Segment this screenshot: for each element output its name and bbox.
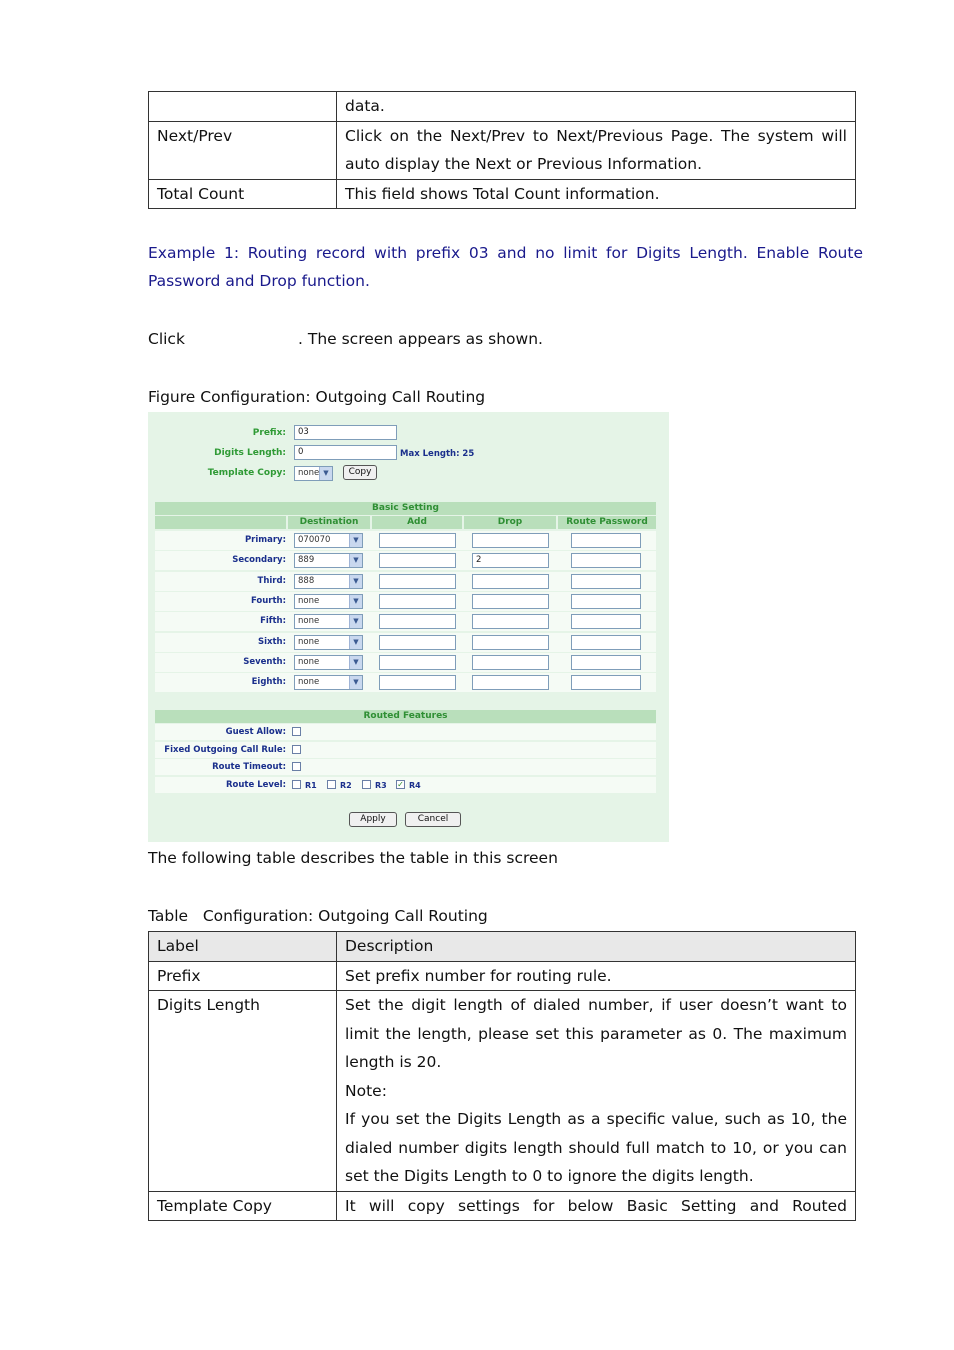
feature-checkbox[interactable] bbox=[292, 745, 301, 754]
table-row bbox=[155, 673, 656, 692]
feature-label: Guest Allow: bbox=[225, 727, 286, 737]
route-level-label-r1: R1 bbox=[305, 781, 317, 790]
template-copy-label: Template Copy: bbox=[207, 468, 286, 478]
table-row bbox=[149, 179, 856, 209]
add-input[interactable] bbox=[379, 635, 456, 650]
destination-select[interactable] bbox=[294, 574, 363, 589]
column-header-drop: Drop bbox=[464, 516, 556, 529]
destination-value: 888 bbox=[298, 575, 315, 586]
click-instruction-start: Click bbox=[148, 330, 185, 348]
destination-select[interactable] bbox=[294, 553, 363, 568]
table-cell-description: data. bbox=[337, 92, 856, 122]
following-paragraph: The following table describes the table in this screen bbox=[148, 849, 558, 867]
destination-select[interactable] bbox=[294, 655, 363, 670]
table-row bbox=[155, 551, 656, 570]
route-password-input[interactable] bbox=[571, 574, 641, 589]
route-password-input[interactable] bbox=[571, 533, 641, 548]
table-row bbox=[149, 961, 856, 991]
chevron-down-icon: ▼ bbox=[349, 575, 362, 588]
copy-button[interactable]: Copy bbox=[343, 465, 377, 480]
digits-length-input[interactable]: 0 bbox=[294, 445, 397, 460]
chevron-down-icon: ▼ bbox=[349, 595, 362, 608]
route-password-input[interactable] bbox=[571, 594, 641, 609]
drop-input[interactable] bbox=[472, 655, 549, 670]
chevron-down-icon: ▼ bbox=[349, 676, 362, 689]
description-line: Set prefix number for routing rule. bbox=[345, 966, 612, 985]
table-row bbox=[155, 653, 656, 672]
route-level-label-r2: R2 bbox=[340, 781, 352, 790]
drop-input[interactable] bbox=[472, 675, 549, 690]
destination-value: none bbox=[298, 677, 320, 688]
route-level-checkbox-r3[interactable] bbox=[362, 780, 371, 789]
route-level-label-r3: R3 bbox=[375, 781, 387, 790]
table-caption: Table Configuration: Outgoing Call Routing bbox=[148, 907, 488, 925]
table-cell-label: Prefix bbox=[149, 961, 337, 991]
column-header-route-password: Route Password bbox=[558, 516, 656, 529]
destination-select[interactable] bbox=[294, 533, 363, 548]
table-cell-description: This field shows Total Count information. bbox=[337, 179, 856, 209]
table-header-label: Label bbox=[149, 932, 337, 962]
route-level-checkbox-r1[interactable] bbox=[292, 780, 301, 789]
add-input[interactable] bbox=[379, 655, 456, 670]
table-row bbox=[155, 612, 656, 631]
add-input[interactable] bbox=[379, 594, 456, 609]
table-cell-label bbox=[149, 92, 337, 122]
description-line: Set the digit length of dialed number, if user doesn’t want to limit the length, please set this parameter as 0. The maximum length is 20. bbox=[345, 996, 847, 1071]
column-header-add: Add bbox=[372, 516, 462, 529]
chevron-down-icon: ▼ bbox=[349, 656, 362, 669]
table-cell-label: Template Copy bbox=[149, 1191, 337, 1221]
table-row bbox=[155, 633, 656, 652]
template-copy-select[interactable] bbox=[294, 466, 333, 481]
table-row bbox=[149, 991, 856, 1192]
drop-input[interactable] bbox=[472, 594, 549, 609]
route-password-input[interactable] bbox=[571, 655, 641, 670]
feature-row bbox=[155, 724, 656, 740]
feature-row bbox=[155, 742, 656, 758]
prefix-input[interactable]: 03 bbox=[294, 425, 397, 440]
route-password-input[interactable] bbox=[571, 614, 641, 629]
row-label: Fourth: bbox=[250, 595, 286, 606]
destination-value: 070070 bbox=[298, 535, 331, 545]
table-row bbox=[155, 531, 656, 550]
chevron-down-icon: ▼ bbox=[349, 615, 362, 628]
row-label: Secondary: bbox=[232, 555, 286, 566]
table-row bbox=[149, 121, 856, 179]
drop-input[interactable] bbox=[472, 533, 549, 548]
description-line: It will copy settings for below Basic Setting and Routed bbox=[345, 1196, 847, 1215]
drop-input[interactable] bbox=[472, 614, 549, 629]
apply-button[interactable]: Apply bbox=[349, 812, 397, 827]
table-cell-label: Digits Length bbox=[149, 991, 337, 1192]
max-length-hint: Max Length: 25 bbox=[400, 449, 475, 459]
table-row bbox=[149, 92, 856, 122]
row-label: Seventh: bbox=[243, 656, 286, 667]
row-label: Sixth: bbox=[257, 636, 286, 647]
description-line: Note: bbox=[345, 1081, 387, 1100]
table-cell-description bbox=[337, 961, 856, 991]
destination-value: none bbox=[298, 616, 320, 627]
column-header-destination: Destination bbox=[288, 516, 370, 529]
route-level-label: Route Level: bbox=[225, 780, 286, 790]
basic-setting-header: Basic Setting bbox=[155, 502, 656, 515]
description-line: If you set the Digits Length as a specific value, such as 10, the dialed number digits length should full match to 10, or you can set the Digits Length to 0 to ignore the digits length. bbox=[345, 1110, 847, 1185]
chevron-down-icon: ▼ bbox=[349, 636, 362, 649]
destination-select[interactable] bbox=[294, 594, 363, 609]
add-input[interactable] bbox=[379, 533, 456, 548]
feature-checkbox[interactable] bbox=[292, 762, 301, 771]
route-level-checkbox-r4[interactable]: ✓ bbox=[397, 780, 404, 789]
routing-config-screenshot bbox=[148, 412, 669, 842]
row-label: Eighth: bbox=[251, 677, 286, 688]
feature-label: Fixed Outgoing Call Rule: bbox=[164, 744, 286, 755]
template-copy-value: none bbox=[298, 468, 320, 478]
add-input[interactable] bbox=[379, 675, 456, 690]
table-row bbox=[149, 1191, 856, 1221]
route-level-label-r4: R4 bbox=[409, 781, 421, 790]
destination-value: none bbox=[298, 636, 320, 647]
destination-value: none bbox=[298, 595, 320, 606]
drop-input[interactable]: 2 bbox=[472, 553, 549, 568]
drop-input[interactable] bbox=[472, 574, 549, 589]
table-cell-description bbox=[337, 991, 856, 1192]
route-password-input[interactable] bbox=[571, 635, 641, 650]
table-header-row bbox=[149, 932, 856, 962]
table-header-description: Description bbox=[337, 932, 856, 962]
table-row bbox=[155, 572, 656, 591]
table-cell-label: Total Count bbox=[149, 179, 337, 209]
row-label: Third: bbox=[257, 575, 286, 586]
route-level-checkbox-r2[interactable] bbox=[327, 780, 336, 789]
chevron-down-icon: ▼ bbox=[349, 554, 362, 567]
click-instruction-end: . The screen appears as shown. bbox=[298, 330, 543, 348]
destination-select[interactable] bbox=[294, 614, 363, 629]
column-header-blank bbox=[155, 516, 286, 529]
add-input[interactable] bbox=[379, 553, 456, 568]
top-table bbox=[148, 91, 856, 209]
feature-label: Route Timeout: bbox=[212, 762, 286, 773]
feature-checkbox[interactable] bbox=[292, 727, 301, 736]
feature-row bbox=[155, 759, 656, 775]
add-input[interactable] bbox=[379, 614, 456, 629]
route-level-row bbox=[155, 777, 656, 793]
route-password-input[interactable] bbox=[571, 553, 641, 568]
add-input[interactable] bbox=[379, 574, 456, 589]
table-cell-label: Next/Prev bbox=[149, 121, 337, 179]
destination-value: none bbox=[298, 656, 320, 667]
destination-select[interactable] bbox=[294, 675, 363, 690]
table-cell-description bbox=[337, 1191, 856, 1221]
destination-value: 889 bbox=[298, 555, 315, 566]
route-password-input[interactable] bbox=[571, 675, 641, 690]
row-label: Fifth: bbox=[260, 616, 286, 627]
destination-select[interactable] bbox=[294, 635, 363, 650]
chevron-down-icon: ▼ bbox=[319, 467, 332, 480]
drop-input[interactable] bbox=[472, 635, 549, 650]
cancel-button[interactable]: Cancel bbox=[405, 812, 461, 827]
row-label: Primary: bbox=[244, 535, 286, 545]
digits-length-label: Digits Length: bbox=[214, 448, 286, 458]
description-table bbox=[148, 931, 856, 1221]
table-row bbox=[155, 592, 656, 611]
figure-caption: Figure Configuration: Outgoing Call Routing bbox=[148, 388, 486, 406]
prefix-label: Prefix: bbox=[252, 428, 286, 438]
chevron-down-icon: ▼ bbox=[349, 534, 362, 547]
example-paragraph: Example 1: Routing record with prefix 03 and no limit for Digits Length. Enable Route Password and Drop function. bbox=[148, 244, 863, 290]
routed-features-header: Routed Features bbox=[155, 710, 656, 723]
table-cell-description: Click on the Next/Prev to Next/Previous Page. The system will auto display the Next or Previous Information. bbox=[337, 121, 856, 179]
